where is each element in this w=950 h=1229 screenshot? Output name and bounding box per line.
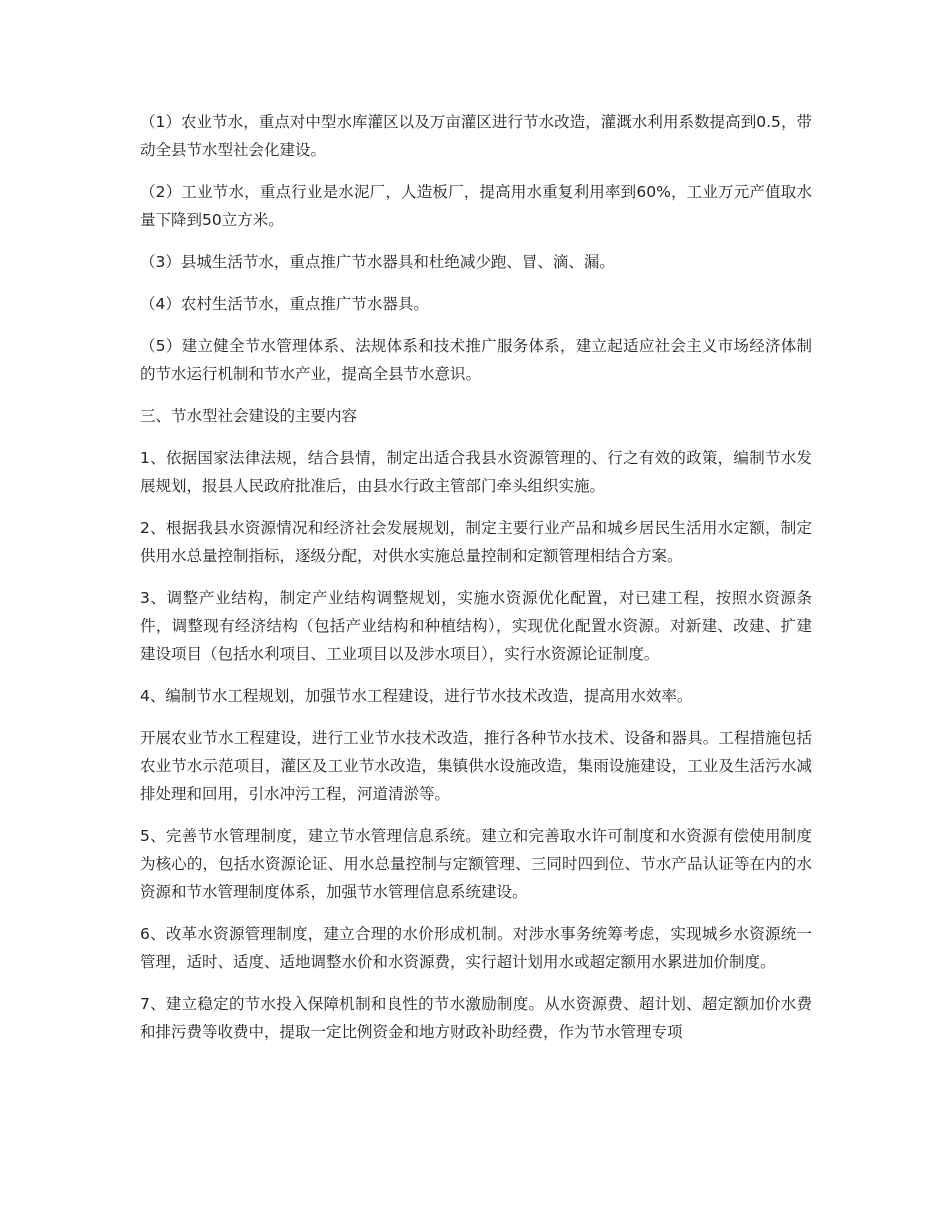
paragraph-item-7: 7、建立稳定的节水投入保障机制和良性的节水激励制度。从水资源费、超计划、超定额加价水费和排污费等收费中，提取一定比例资金和地方财政补助经费，作为节水管理专项	[140, 995, 812, 1041]
paragraph-industrial-water-saving: （2）工业节水，重点行业是水泥厂，人造板厂，提高用水重复利用率到60%，工业万元产值取水量下降到50立方米。	[140, 183, 812, 229]
section-heading: 三、节水型社会建设的主要内容	[140, 407, 358, 425]
paragraph-rural-domestic-water-saving: （4）农村生活节水，重点推广节水器具。	[140, 295, 429, 313]
paragraph-county-domestic-water-saving: （3）县城生活节水，重点推广节水器具和杜绝减少跑、冒、滴、漏。	[140, 253, 615, 271]
paragraph-item-1: 1、依据国家法律法规，结合县情，制定出适合我县水资源管理的、行之有效的政策，编制节水发展规划，报县人民政府批准后，由县水行政主管部门牵头组织实施。	[140, 449, 812, 495]
paragraph-agri-water-saving: （1）农业节水，重点对中型水库灌区以及万亩灌区进行节水改造，灌溉水利用系数提高到0.5，带动全县节水型社会化建设。	[140, 113, 812, 159]
document-body	[140, 108, 812, 1060]
paragraph-item-6: 6、改革水资源管理制度，建立合理的水价形成机制。对涉水事务统筹考虑，实现城乡水资源统一管理，适时、适度、适地调整水价和水资源费，实行超计划用水或超定额用水累进加价制度。	[140, 925, 812, 971]
paragraph-item-3: 3、调整产业结构，制定产业结构调整规划，实施水资源优化配置，对已建工程，按照水资源条件，调整现有经济结构（包括产业结构和种植结构），实现优化配置水资源。对新建、改建、扩建建设项目（包括水利项目、工业项目以及涉水项目），实行水资源论证制度。	[140, 589, 812, 663]
paragraph-management-system: （5）建立健全节水管理体系、法规体系和技术推广服务体系，建立起适应社会主义市场经济体制的节水运行机制和节水产业，提高全县节水意识。	[140, 337, 812, 383]
paragraph-item-5: 5、完善节水管理制度，建立节水管理信息系统。建立和完善取水许可制度和水资源有偿使用制度为核心的，包括水资源论证、用水总量控制与定额管理、三同时四到位、节水产品认证等在内的水资源和节水管理制度体系，加强节水管理信息系统建设。	[140, 827, 812, 901]
paragraph-item-4: 4、编制节水工程规划，加强节水工程建设，进行节水技术改造，提高用水效率。	[140, 687, 693, 705]
paragraph-item-2: 2、根据我县水资源情况和经济社会发展规划，制定主要行业产品和城乡居民生活用水定额，制定供用水总量控制指标，逐级分配，对供水实施总量控制和定额管理相结合方案。	[140, 519, 812, 565]
paragraph-item-4-detail: 开展农业节水工程建设，进行工业节水技术改造，推行各种节水技术、设备和器具。工程措施包括农业节水示范项目，灌区及工业节水改造，集镇供水设施改造，集雨设施建设，工业及生活污水减排处理和回用，引水冲污工程，河道清淤等。	[140, 729, 812, 803]
